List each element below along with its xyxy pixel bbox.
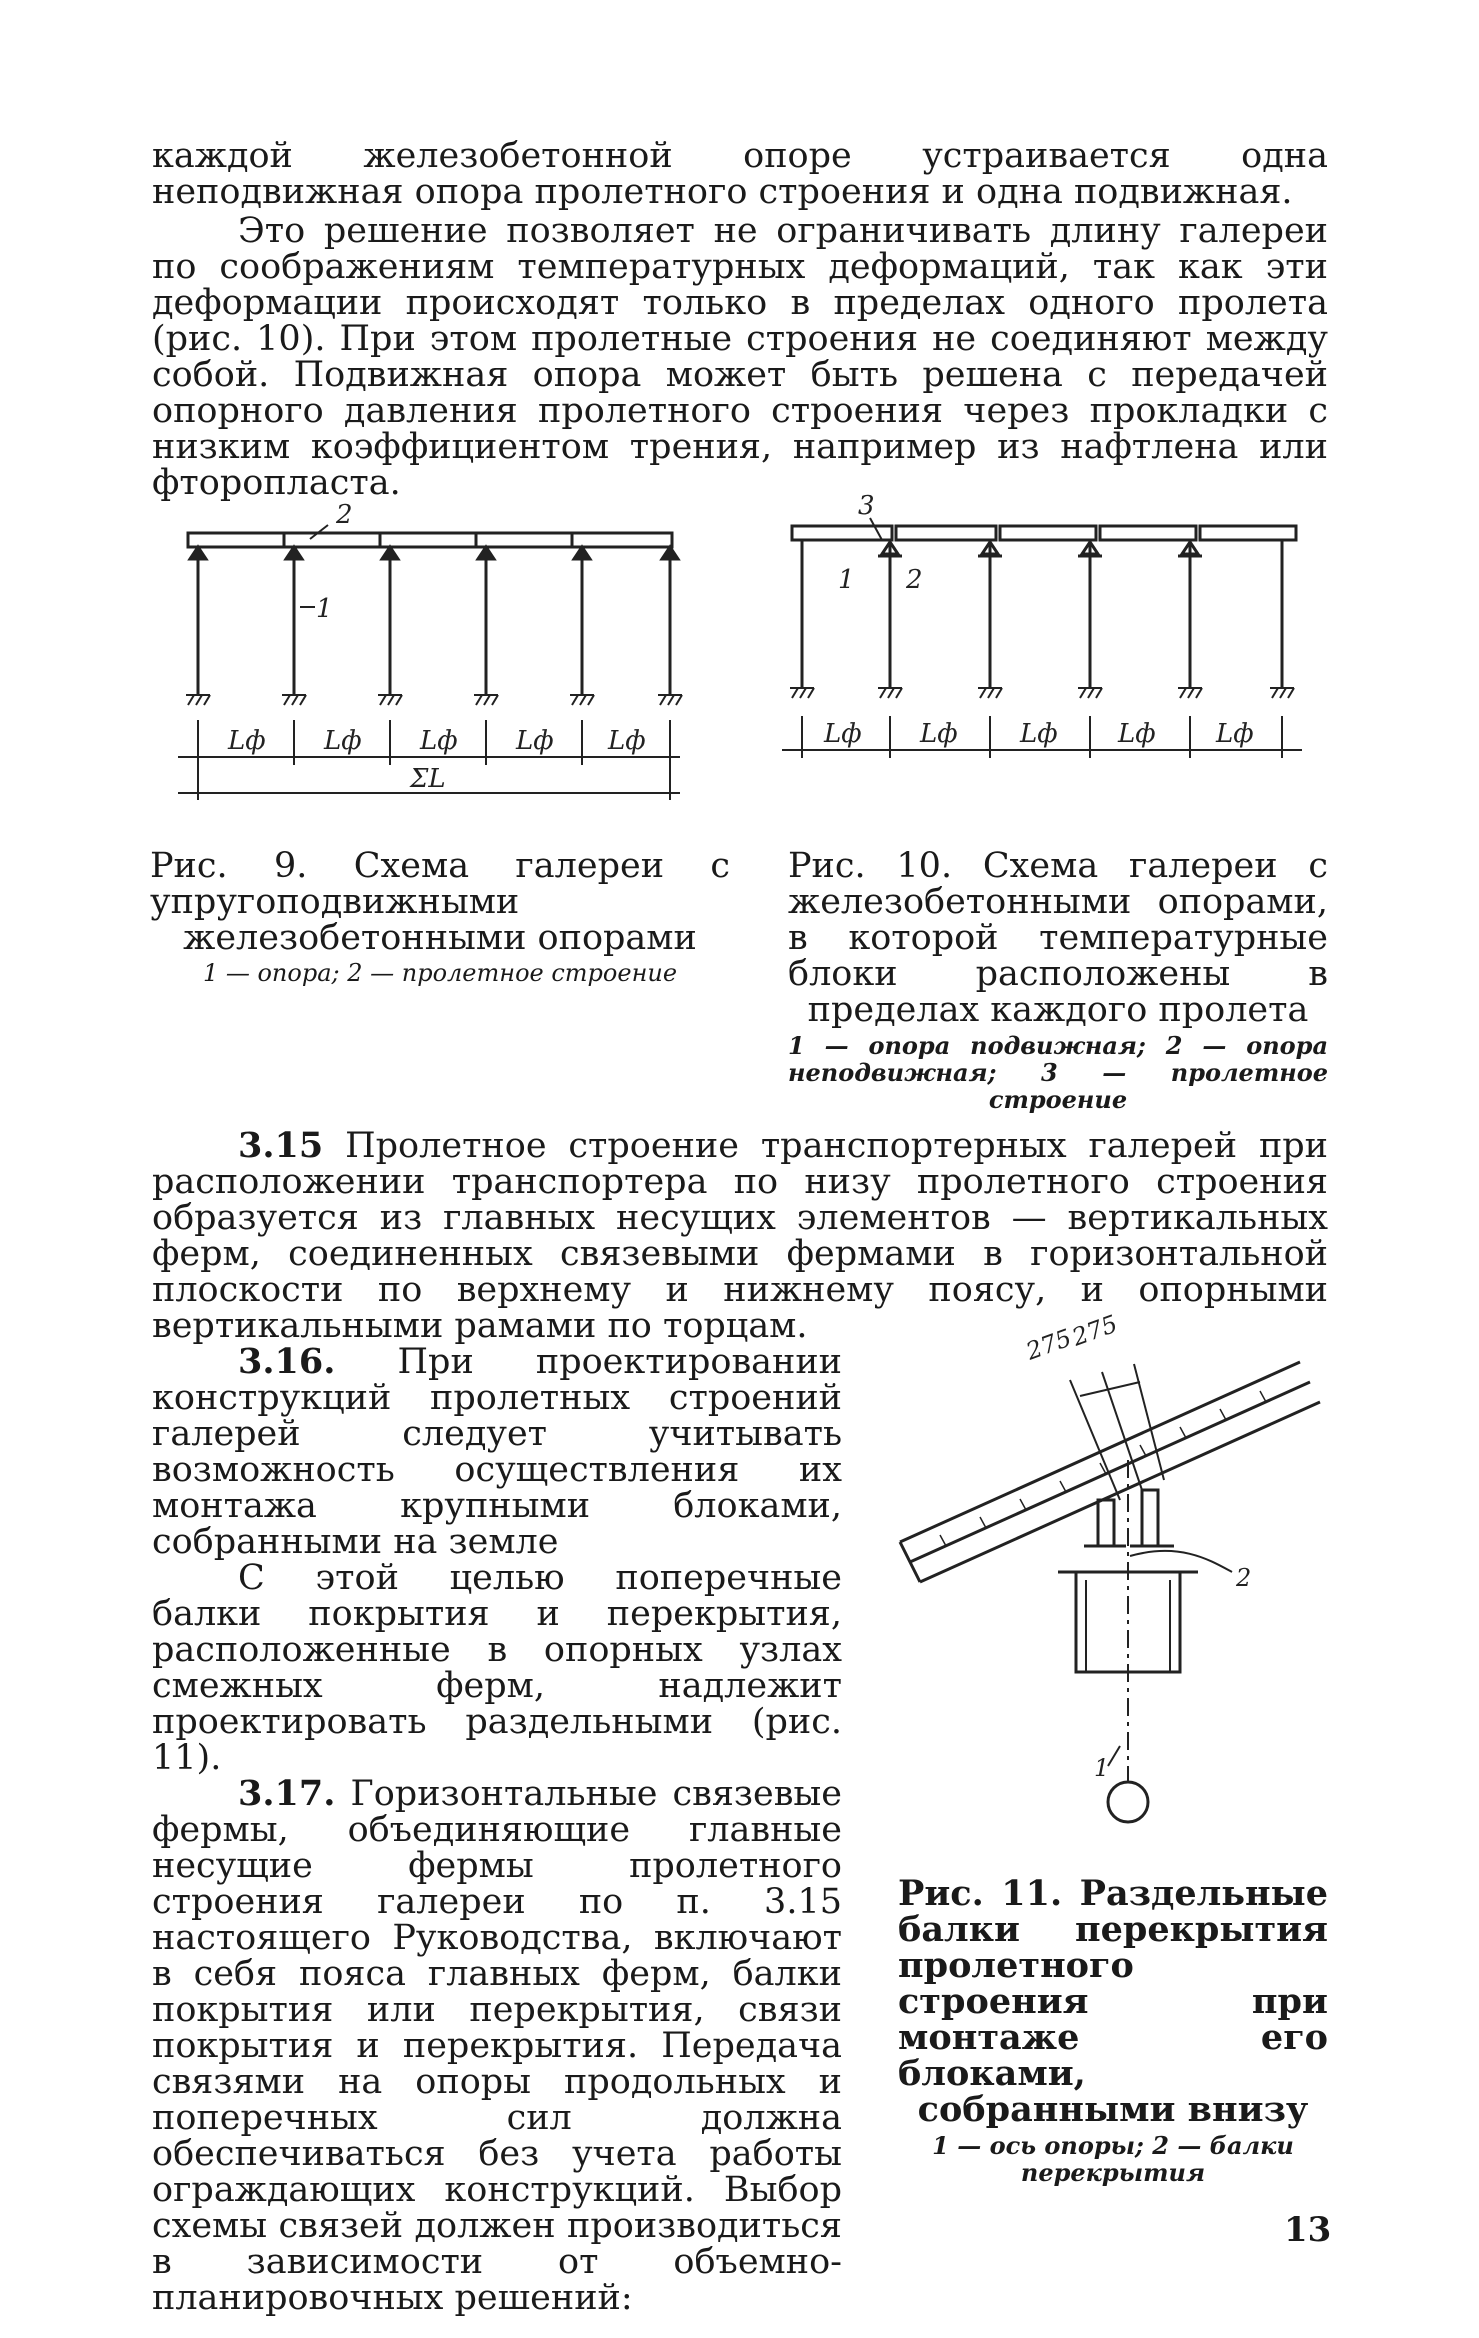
fig10-label-one: 1 bbox=[838, 565, 855, 595]
figure-11-caption-note: 1 — ось опоры; 2 — балки перекрытия bbox=[932, 2131, 1294, 2187]
section-number: 3.16. bbox=[238, 1341, 336, 1382]
figure-9-diagram bbox=[160, 495, 700, 825]
figure-9-caption-note: 1 — опора; 2 — пролетное строение bbox=[202, 959, 678, 987]
fig10-span-label: Lф bbox=[920, 719, 958, 749]
fig11-dim-label: 275 bbox=[1068, 1310, 1122, 1352]
section-3-17-text: Горизонтальные связевые фермы, объединяющие главные несущие фермы пролетного строения галереи по п. 3.15 настоящего Руководства, включают в себя пояса главных ферм, балки покрытия или перекрытия, связи покрытия и перекрытия. Передача связями на опоры продольных и поперечных сил должна обеспечиваться без учета работы ограждающих конструкций. Выбор схемы связей должен производиться в зависимости от объемно-планировочных решений: bbox=[152, 1774, 842, 2318]
section-3-15-text: Пролетное строение транспортерных галерей при расположении транспортера по низу пролетного строения образуется из главных несущих элементов — вертикальных ферм, соединенных связевыми фермами в горизонтальной плоскости по верхнему и нижнему поясу, и опорными вертикальными рамами по торцам. bbox=[152, 1126, 1328, 1346]
fig9-total-label: ΣL bbox=[410, 764, 446, 794]
section-3-16 bbox=[152, 1341, 842, 2318]
figure-11-caption-title: Рис. 11. Раздельные балки перекрытия пролетного строения при монтаже его блоками, собранными внизу bbox=[898, 1873, 1328, 2130]
fig9-label-two: 2 bbox=[336, 500, 353, 530]
section-number: 3.15 bbox=[238, 1125, 324, 1166]
figure-9-caption-title: Рис. 9. Схема галереи с упругоподвижными железобетонными опорами bbox=[150, 846, 730, 958]
fig9-span-label: Lф bbox=[516, 726, 554, 756]
fig9-span-label: Lф bbox=[420, 726, 458, 756]
fig11-label-one: 1 bbox=[1094, 1754, 1110, 1782]
figure-10-diagram bbox=[772, 488, 1312, 788]
figure-10-caption bbox=[788, 848, 1328, 1113]
fig10-span-label: Lф bbox=[824, 719, 862, 749]
paragraph-decision: Это решение позволяет не ограничивать длину галереи по соображениям температурных деформаций, так как эти деформации происходят только в пределах одного пролета (рис. 10). При этом пролетные строения не соединяют между собой. Подвижная опора может быть решена с передачей опорного давления пролетного строения через прокладки с низким коэффициентом трения, например из нафтлена или фторопласта. bbox=[152, 211, 1328, 503]
fig10-label-three: 3 bbox=[858, 491, 875, 521]
fig11-dim-label: 275 bbox=[1022, 1323, 1076, 1366]
fig10-span-label: Lф bbox=[1118, 719, 1156, 749]
fig10-span-label: Lф bbox=[1020, 719, 1058, 749]
fig9-span-label: Lф bbox=[608, 726, 646, 756]
figure-9-caption bbox=[150, 848, 730, 987]
paragraph-intro: каждой железобетонной опоре устраивается одна неподвижная опора пролетного строения и одна подвижная. bbox=[152, 136, 1328, 212]
fig10-span-label: Lф bbox=[1216, 719, 1254, 749]
fig9-label-one: 1 bbox=[316, 594, 333, 624]
fig9-span-label: Lф bbox=[228, 726, 266, 756]
figure-10-caption-title: Рис. 10. Схема галереи с железобетонными опорами, в которой температурные блоки расположены в пределах каждого пролета bbox=[788, 846, 1328, 1030]
figure-11-caption bbox=[898, 1873, 1328, 2187]
figure-11-diagram bbox=[880, 1310, 1330, 1830]
fig10-label-two: 2 bbox=[906, 565, 923, 595]
fig11-label-two: 2 bbox=[1236, 1564, 1252, 1592]
section-3-16-text: При проектировании конструкций пролетных строений галерей следует учитывать возможность осуществления их монтажа крупными блоками, собранными на земле bbox=[152, 1342, 842, 1562]
section-3-16-continuation: С этой целью поперечные балки покрытия и перекрытия, расположенные в опорных узлах смежных ферм, надлежит проектировать раздельными (рис. 11). bbox=[152, 1558, 842, 1778]
figure-10-caption-note: 1 — опора подвижная; 2 — опора неподвижная; 3 — пролетное строение bbox=[788, 1031, 1328, 1114]
section-number: 3.17. bbox=[238, 1773, 336, 1814]
page-number: 13 bbox=[1284, 2210, 1332, 2250]
fig9-span-label: Lф bbox=[324, 726, 362, 756]
